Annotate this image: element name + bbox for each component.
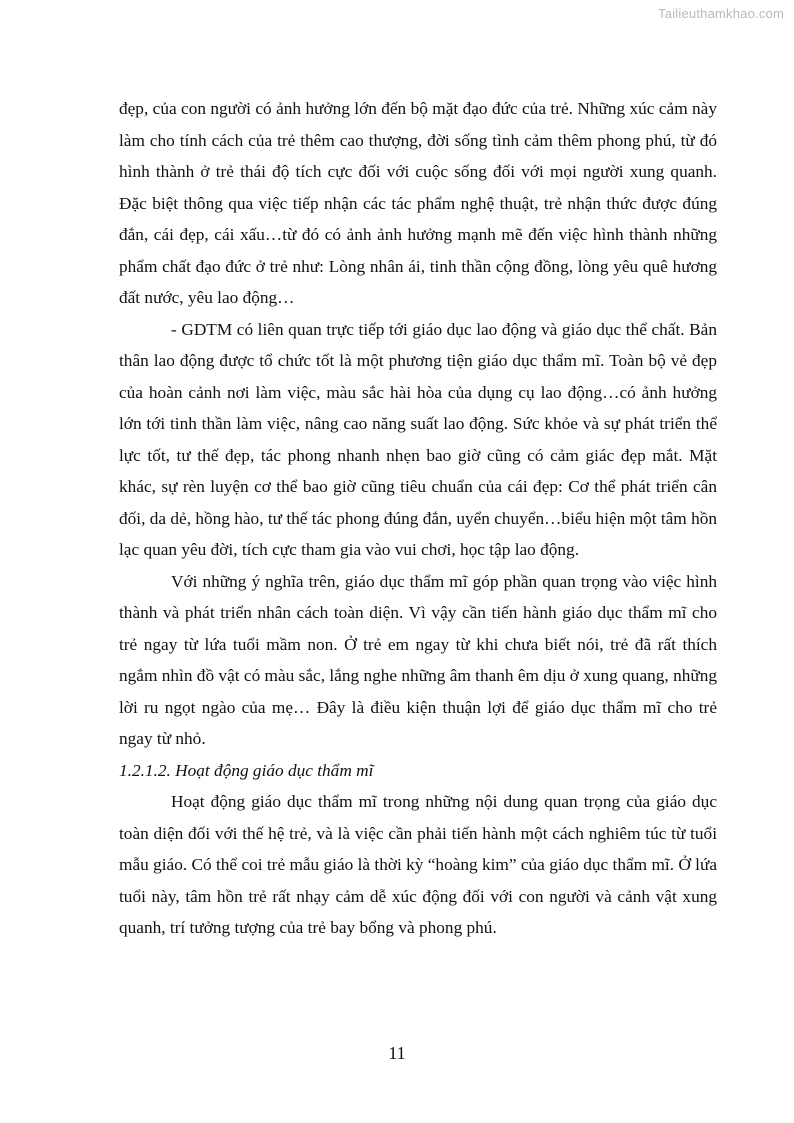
paragraph-continuation: đẹp, của con người có ảnh hưởng lớn đến bộ mặt đạo đức của trẻ. Những xúc cảm này làm cho tính cách của trẻ thêm cao thượng, đời sống tình cảm thêm phong phú, từ đó hình thành ở trẻ thái độ tích cực đối với cuộc sống đối với mọi người xung quanh. Đặc biệt thông qua việc tiếp nhận các tác phẩm nghệ thuật, trẻ nhận thức được đúng đắn, cái đẹp, cái xấu…từ đó có ảnh ảnh hưởng mạnh mẽ đến việc hình thành những phẩm chất đạo đức ở trẻ như: Lòng nhân ái, tinh thần cộng đồng, lòng yêu quê hương đất nước, yêu lao động… (119, 99, 717, 307)
paragraph-activities: Hoạt động giáo dục thẩm mĩ trong những nội dung quan trọng của giáo dục toàn diện đối với thế hệ trẻ, và là việc cần phải tiến hành một cách nghiêm túc từ tuổi mẫu giáo. Có thể coi trẻ mẫu giáo là thời kỳ “hoàng kim” của giáo dục thẩm mĩ. Ở lứa tuổi này, tâm hồn trẻ rất nhạy cảm dễ xúc động đối với con người và cảnh vật xung quanh, trí tưởng tượng của trẻ bay bổng và phong phú. (119, 792, 717, 937)
page-number: 11 (388, 1043, 406, 1063)
paragraph-gdtm-labor: - GDTM có liên quan trực tiếp tới giáo dục lao động và giáo dục thể chất. Bản thân lao động được tổ chức tốt là một phương tiện giáo dục thẩm mĩ. Toàn bộ vẻ đẹp của hoàn cảnh nơi làm việc, màu sắc hài hòa của dụng cụ lao động…có ảnh hưởng lớn tới tinh thần làm việc, nâng cao năng suất lao động. Sức khỏe và sự phát triển thể lực tốt, tư thế đẹp, tác phong nhanh nhẹn bao giờ cũng có cảm giác đẹp mắt. Mặt khác, sự rèn luyện cơ thể bao giờ cũng tiêu chuẩn của cái đẹp: Cơ thể phát triển cân đối, da dẻ, hồng hào, tư thế tác phong đúng đắn, uyển chuyển…biểu hiện một tâm hồn lạc quan yêu đời, tích cực tham gia vào vui chơi, học tập lao động. (119, 319, 717, 559)
watermark-text: Tailieuthamkhao.com (658, 6, 784, 21)
paragraph-significance: Với những ý nghĩa trên, giáo dục thẩm mĩ góp phần quan trọng vào việc hình thành và phát triển nhân cách toàn diện. Vì vậy cần tiến hành giáo dục thẩm mĩ cho trẻ ngay từ lứa tuổi mầm non. Ở trẻ em ngay từ khi chưa biết nói, trẻ đã rất thích ngắm nhìn đồ vật có màu sắc, lắng nghe những âm thanh êm dịu ở xung quang, những lời ru ngọt ngào của mẹ… Đây là điều kiện thuận lợi để giáo dục thẩm mĩ cho trẻ ngay từ nhỏ. (119, 571, 717, 748)
document-body (119, 93, 717, 944)
section-heading: 1.2.1.2. Hoạt động giáo dục thẩm mĩ (119, 760, 374, 780)
